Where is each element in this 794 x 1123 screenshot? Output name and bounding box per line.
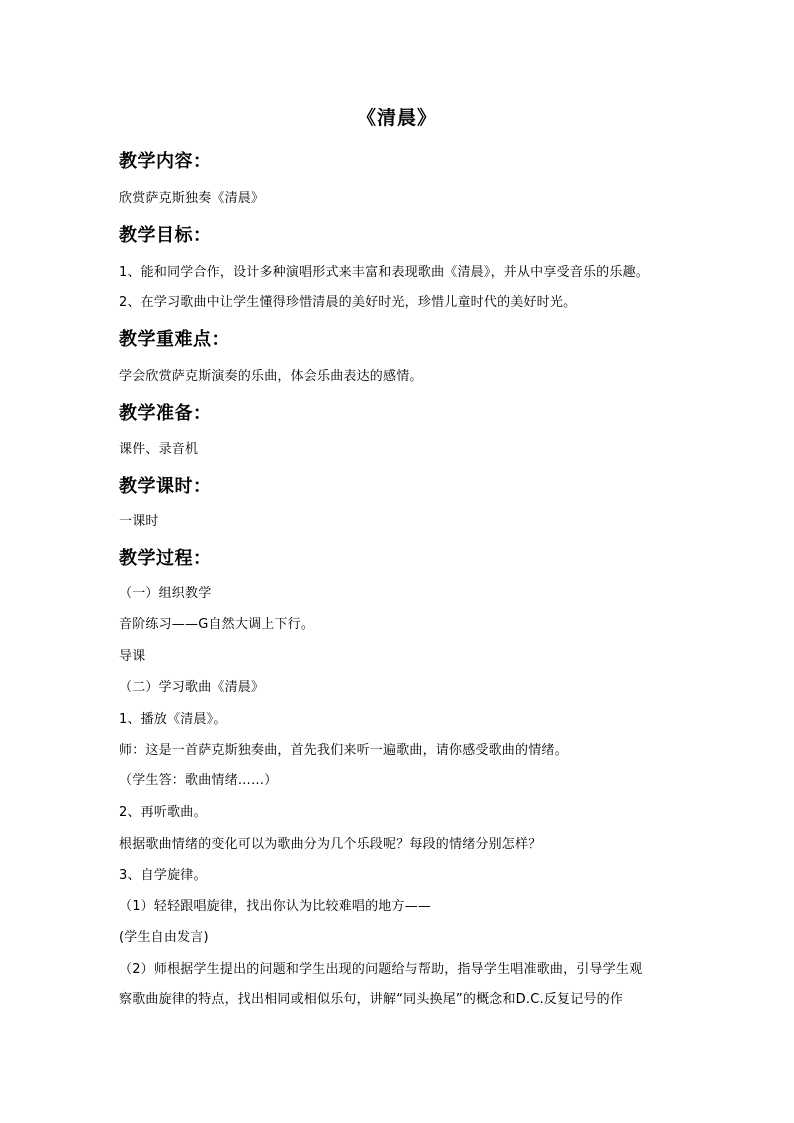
heading-preparation: 教学准备： bbox=[119, 403, 212, 424]
process-line-4: （二）学习歌曲《清晨》 bbox=[119, 680, 265, 695]
process-line-1: （一）组织教学 bbox=[119, 586, 212, 601]
process-line-3: 导课 bbox=[119, 649, 146, 664]
process-line-14: 察歌曲旋律的特点，找出相同或相似乐句，讲解“同头换尾”的概念和D.C.反复记号的作 bbox=[119, 992, 624, 1007]
heading-teaching-content: 教学内容： bbox=[119, 151, 212, 172]
process-line-6: 师：这是一首萨克斯独奏曲，首先我们来听一遍歌曲，请你感受歌曲的情绪。 bbox=[119, 743, 568, 758]
key-points-line: 学会欣赏萨克斯演奏的乐曲，体会乐曲表达的感情。 bbox=[119, 369, 423, 384]
process-line-2: 音阶练习——G自然大调上下行。 bbox=[119, 617, 315, 632]
process-line-9: 根据歌曲情绪的变化可以为歌曲分为几个乐段呢？每段的情绪分别怎样？ bbox=[119, 837, 542, 852]
content-line: 欣赏萨克斯独奏《清晨》 bbox=[119, 191, 265, 206]
process-line-13: （2）师根据学生提出的问题和学生出现的问题给与帮助，指导学生唱准歌曲，引导学生观 bbox=[119, 962, 643, 977]
preparation-line: 课件、录音机 bbox=[119, 442, 199, 457]
process-line-7: （学生答：歌曲情绪……） bbox=[119, 773, 278, 788]
heading-teaching-goals: 教学目标： bbox=[119, 225, 212, 246]
heading-class-hours: 教学课时： bbox=[119, 476, 212, 497]
process-line-11: （1）轻轻跟唱旋律，找出你认为比较难唱的地方—— bbox=[119, 899, 432, 914]
process-line-10: 3、自学旋律。 bbox=[119, 868, 207, 883]
heading-teaching-process: 教学过程： bbox=[119, 548, 212, 569]
goals-line-1: 1、能和同学合作，设计多种演唱形式来丰富和表现歌曲《清晨》，并从中享受音乐的乐趣。 bbox=[119, 265, 649, 280]
process-line-8: 2、再听歌曲。 bbox=[119, 805, 207, 820]
process-line-5: 1、播放《清晨》。 bbox=[119, 712, 227, 727]
document-title: 《清晨》 bbox=[356, 107, 437, 129]
heading-key-points: 教学重难点： bbox=[119, 329, 230, 350]
hours-line: 一课时 bbox=[119, 514, 159, 529]
goals-line-2: 2、在学习歌曲中让学生懂得珍惜清晨的美好时光，珍惜儿童时代的美好时光。 bbox=[119, 295, 577, 310]
process-line-12: (学生自由发言) bbox=[119, 930, 209, 945]
